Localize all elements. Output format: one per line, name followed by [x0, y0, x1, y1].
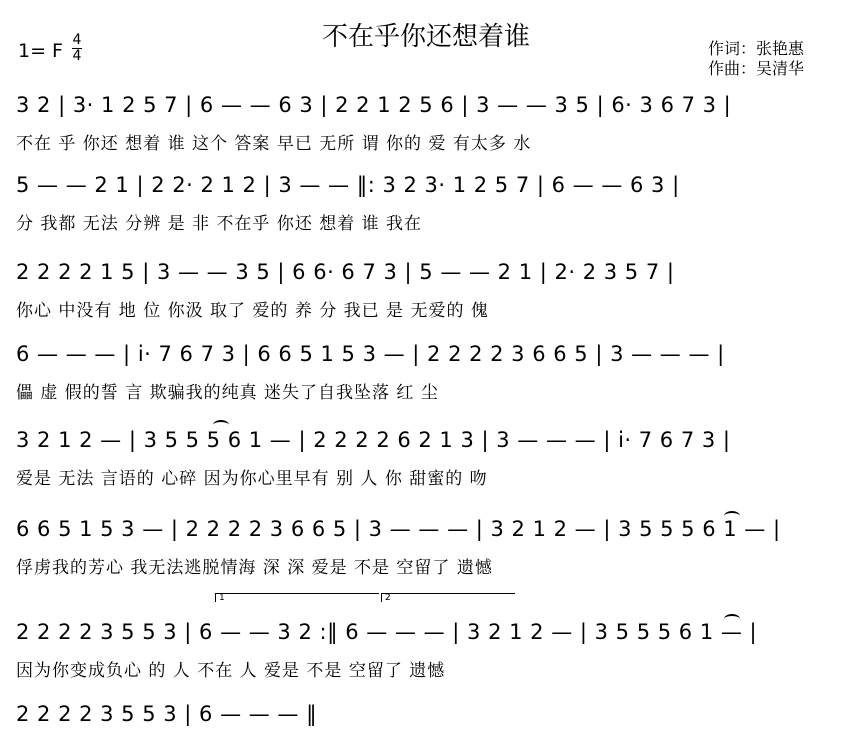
tie-mark [724, 511, 740, 521]
lyric-line: 你心 中没有 地 位 你汲 取了 爱的 养 分 我已 是 无爱的 傀 [16, 301, 489, 321]
time-signature-top: 4 [72, 32, 82, 48]
lyric-line: 不在 乎 你还 想着 谁 这个 答案 早已 无所 谓 你的 爱 有太多 水 [16, 134, 532, 154]
tie-mark [213, 420, 229, 430]
notation-line: 2 2 2 2 3 5 5 3 | 6 — — 3 2 :‖ 6 — — — | 3 2 1 2 — | 3 5 5 5 6 1 — | [16, 620, 758, 644]
lyric-line: 俘虏我的芳心 我无法逃脱情海 深 深 爱是 不是 空留了 遗憾 [16, 558, 493, 578]
lyricist-credit: 作词：张艳惠 [708, 39, 805, 58]
notation-line: 6 — — — | i· 7 6 7 3 | 6 6 5 1 5 3 — | 2 2 2 2 3 6 6 5 | 3 — — — | [16, 342, 725, 366]
notation-line: 5 — — 2 1 | 2 2· 2 1 2 | 3 — — ‖: 3 2 3· 1 2 5 7 | 6 — — 6 3 | [16, 173, 680, 197]
notation-line: 2 2 2 2 1 5 | 3 — — 3 5 | 6 6· 6 7 3 | 5 — — 2 1 | 2· 2 3 5 7 | [16, 260, 675, 284]
lyric-line: 分 我都 无法 分辨 是 非 不在乎 你还 想着 谁 我在 [16, 214, 423, 234]
notation-line: 3 2 1 2 — | 3 5 5 5 6 1 — | 2 2 2 2 6 2 1 3 | 3 — — — | i· 7 6 7 3 | [16, 428, 731, 452]
tie-mark [724, 614, 740, 624]
lyric-line: 爱是 无法 言语的 心碎 因为你心里早有 别 人 你 甜蜜的 吻 [16, 469, 488, 489]
second-ending-bracket: 2 [381, 593, 515, 602]
key-signature: 1= F [18, 40, 63, 62]
lyric-line: 儡 虚 假的誓 言 欺骗我的纯真 迷失了自我坠落 红 尘 [16, 383, 439, 403]
time-signature [72, 34, 82, 63]
notation-line: 3 2 | 3· 1 2 5 7 | 6 — — 6 3 | 2 2 1 2 5 6 | 3 — — 3 5 | 6· 3 6 7 3 | [16, 93, 732, 117]
lyric-line: 因为你变成负心 的 人 不在 人 爱是 不是 空留了 遗憾 [16, 661, 446, 681]
time-signature-bottom: 4 [72, 48, 82, 64]
composer-credit: 作曲：吴清华 [708, 59, 805, 78]
notation-line: 2 2 2 2 3 5 5 3 | 6 — — — ‖ [16, 702, 318, 726]
notation-line: 6 6 5 1 5 3 — | 2 2 2 2 3 6 6 5 | 3 — — — | 3 2 1 2 — | 3 5 5 5 6 1 — | [16, 517, 781, 541]
first-ending-bracket: 1 [215, 593, 379, 602]
song-title: 不在乎你还想着谁 [321, 22, 530, 52]
